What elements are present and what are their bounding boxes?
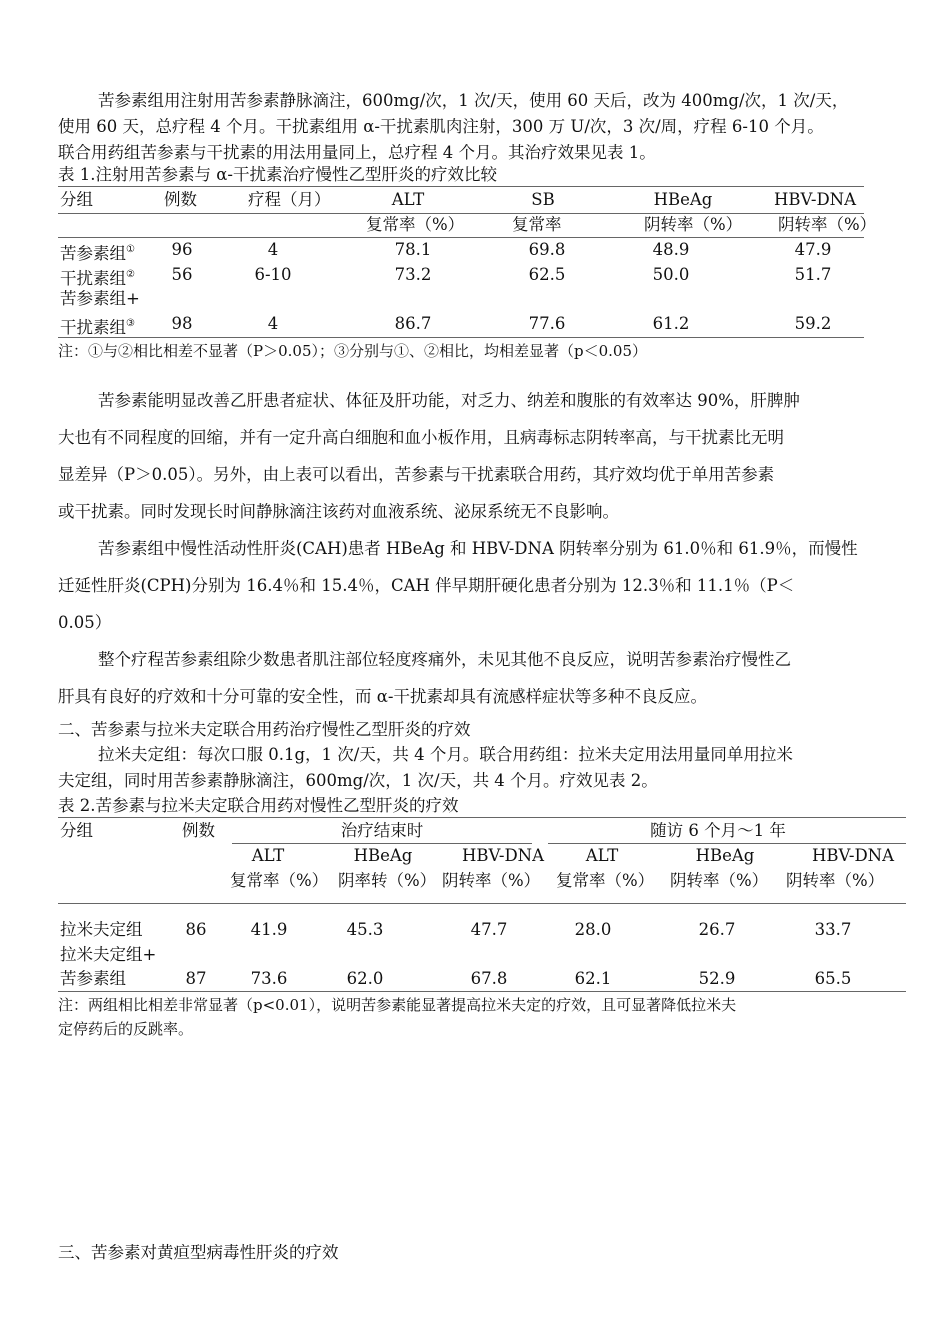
table1-header-course: 疗程（月） xyxy=(248,190,331,209)
table2-row1-f-hbeag: 26.7 xyxy=(698,920,736,939)
footnote-mark: ② xyxy=(126,269,135,280)
table2-group-rule-right xyxy=(548,843,906,844)
group-label: 干扰素组 xyxy=(60,318,126,337)
table1-body-rule xyxy=(58,237,864,238)
text-line: 苦参素组中慢性活动性肝炎(CAH)患者 HBeAg 和 HBV-DNA 阴转率分别为 61.0％和 61.9％，而慢性 xyxy=(98,539,858,558)
table1-row2-course: 6-10 xyxy=(254,265,292,284)
table2-group-rule-left xyxy=(232,843,532,844)
table2-row1-group: 拉米夫定组 xyxy=(60,920,143,939)
table2-header-end-of-treatment: 治疗结束时 xyxy=(340,821,424,840)
table2-row2-group: 苦参素组 xyxy=(60,969,126,988)
table2-row2-f-hbeag: 52.9 xyxy=(698,969,736,988)
group-label: 干扰素组 xyxy=(60,269,126,288)
paragraph-efficacy xyxy=(58,382,908,530)
intro-paragraph xyxy=(58,88,908,166)
table2-header-follow-up: 随访 6 个月～1 年 xyxy=(650,821,786,840)
text-line: 或干扰素。同时发现长时间静脉滴注该药对血液系统、泌尿系统无不良影响。 xyxy=(58,502,619,521)
table2-header-alt-sub: 复常率（%） xyxy=(230,871,329,890)
table2-row1-hbeag: 45.3 xyxy=(346,920,384,939)
table1-top-rule xyxy=(58,186,864,187)
table1-row1-cases: 96 xyxy=(171,240,193,259)
text-line: 整个疗程苦参素组除少数患者肌注部位轻度疼痛外，未见其他不良反应，说明苦参素治疗慢性乙 xyxy=(98,650,791,669)
group-label: 苦参素组 xyxy=(60,244,126,263)
table2-header-f-hbeag-sub: 阴转率（%） xyxy=(670,871,769,890)
table1 xyxy=(58,186,877,338)
table2-row1-hbv: 47.7 xyxy=(470,920,508,939)
table1-row1-group xyxy=(60,239,135,265)
text-line: 夫定组，同时用苦参素静脉滴注，600mg/次，1 次/天，共 4 个月。疗效见表 2。 xyxy=(58,771,658,790)
table2-header-f-hbv: HBV-DNA xyxy=(811,846,895,865)
text-line: 显差异（P＞0.05）。另外，由上表可以看出，苦参素与干扰素联合用药，其疗效均优于单用苦参素 xyxy=(58,465,775,484)
table1-header-group: 分组 xyxy=(60,190,93,209)
text-line: 使用 60 天，总疗程 4 个月。干扰素组用 α-干扰素肌肉注射，300 万 U/次，3 次/周，疗程 6-10 个月。 xyxy=(58,117,824,136)
table2-header-alt: ALT xyxy=(251,846,285,865)
table1-header-sb-sub: 复常率 xyxy=(512,215,562,234)
table2-top-rule xyxy=(58,817,906,818)
table2-row2-group-line1: 拉米夫定组+ xyxy=(60,945,157,964)
text-line: 定停药后的反跳率。 xyxy=(58,1020,194,1038)
footnote-mark: ③ xyxy=(126,318,135,329)
table2-header-hbv-sub: 阴转率（%） xyxy=(442,871,541,890)
text-line: 拉米夫定组：每次口服 0.1g，1 次/天，共 4 个月。联合用药组：拉米夫定用法用量同单用拉米 xyxy=(98,745,793,764)
table1-caption: 表 1.注射用苦参素与 α-干扰素治疗慢性乙型肝炎的疗效比较 xyxy=(58,165,497,184)
table1-row1-hbeag: 48.9 xyxy=(652,240,690,259)
table1-header-hbeag-sub: 阴转率（%） xyxy=(644,215,743,234)
section2-paragraph xyxy=(58,742,908,794)
table1-row3-alt: 86.7 xyxy=(394,314,432,333)
table2-row1-f-hbv: 33.7 xyxy=(814,920,852,939)
text-line: 大也有不同程度的回缩，并有一定升高白细胞和血小板作用，且病毒标志阴转率高，与干扰素比无明 xyxy=(58,428,784,447)
table2-row2-cases: 87 xyxy=(185,969,207,988)
table2-header-cases: 例数 xyxy=(182,821,215,840)
text-line: 迁延性肝炎(CPH)分别为 16.4％和 15.4％，CAH 伴早期肝硬化患者分别为 12.3％和 11.1％（P＜ xyxy=(58,576,795,595)
table2-header-f-hbv-sub: 阴转率（%） xyxy=(786,871,885,890)
table2-caption: 表 2.苦参素与拉米夫定联合用药对慢性乙型肝炎的疗效 xyxy=(58,796,459,815)
table2-row2-hbeag: 62.0 xyxy=(346,969,384,988)
paragraph-cah-cph xyxy=(58,530,908,641)
table2-row1-alt: 41.9 xyxy=(250,920,288,939)
table2-row2-alt: 73.6 xyxy=(250,969,288,988)
table1-row2-sb: 62.5 xyxy=(528,265,566,284)
table2-note xyxy=(58,993,908,1041)
table1-row1-alt: 78.1 xyxy=(394,240,432,259)
table2-header-hbeag-sub: 阴率转（%） xyxy=(338,871,437,890)
table1-row2-group xyxy=(60,264,135,290)
table2-row1-f-alt: 28.0 xyxy=(574,920,612,939)
table1-row3-sb: 77.6 xyxy=(528,314,566,333)
table1-row1-course: 4 xyxy=(267,240,279,259)
table2-row2-f-hbv: 65.5 xyxy=(814,969,852,988)
table1-row2-alt: 73.2 xyxy=(394,265,432,284)
section2-heading: 二、苦参素与拉米夫定联合用药治疗慢性乙型肝炎的疗效 xyxy=(58,720,471,739)
table1-header-cases: 例数 xyxy=(164,190,197,209)
table1-header-hbv: HBV-DNA xyxy=(773,190,857,209)
text-line: 注：两组相比相差非常显著（p<0.01），说明苦参素能显著提高拉米夫定的疗效，且可显著降低拉米夫 xyxy=(58,996,737,1014)
table2-row2-hbv: 67.8 xyxy=(470,969,508,988)
table1-header-hbeag: HBeAg xyxy=(653,190,713,209)
text-line: 联合用药组苦参素与干扰素的用法用量同上，总疗程 4 个月。其治疗效果见表 1。 xyxy=(58,143,656,162)
table1-row3-group xyxy=(60,313,135,339)
table1-bottom-rule xyxy=(58,337,864,338)
text-line: 肝具有良好的疗效和十分可靠的安全性，而 α-干扰素却具有流感样症状等多种不良反应。 xyxy=(58,687,707,706)
table1-row2-cases: 56 xyxy=(171,265,193,284)
table1-row2-hbeag: 50.0 xyxy=(652,265,690,284)
table1-row3-hbeag: 61.2 xyxy=(652,314,690,333)
text-line: 苦参素组用注射用苦参素静脉滴注，600mg/次，1 次/天，使用 60 天后，改为 400mg/次，1 次/天， xyxy=(98,91,849,110)
table1-row3-course: 4 xyxy=(267,314,279,333)
table2-header-hbeag: HBeAg xyxy=(353,846,413,865)
table2-row1-cases: 86 xyxy=(185,920,207,939)
table1-header-alt-sub: 复常率（%） xyxy=(366,215,465,234)
text-line: 0.05） xyxy=(58,613,112,632)
table1-row3-group-line1: 苦参素组+ xyxy=(60,289,140,308)
table1-row1-hbv: 47.9 xyxy=(794,240,832,259)
table2-row2-f-alt: 62.1 xyxy=(574,969,612,988)
table1-row3-hbv: 59.2 xyxy=(794,314,832,333)
paragraph-safety xyxy=(58,641,908,715)
table2-header-hbv: HBV-DNA xyxy=(461,846,545,865)
table1-row1-sb: 69.8 xyxy=(528,240,566,259)
table2 xyxy=(58,817,906,992)
table2-body-rule xyxy=(58,903,906,904)
table1-header-sb: SB xyxy=(531,190,555,209)
table2-header-f-alt-sub: 复常率（%） xyxy=(556,871,655,890)
table1-note: 注：①与②相比相差不显著（P＞0.05）；③分别与①、②相比，均相差显著（p＜0.05） xyxy=(58,342,647,360)
table2-header-f-hbeag: HBeAg xyxy=(695,846,755,865)
text-line: 苦参素能明显改善乙肝患者症状、体征及肝功能，对乏力、纳差和腹胀的有效率达 90%，肝脾肿 xyxy=(98,391,800,410)
table1-row3-cases: 98 xyxy=(171,314,193,333)
table2-header-f-alt: ALT xyxy=(585,846,619,865)
table2-header-group: 分组 xyxy=(60,821,93,840)
table1-header-alt: ALT xyxy=(391,190,425,209)
table1-header-hbv-sub: 阴转率（%） xyxy=(778,215,877,234)
table1-row2-hbv: 51.7 xyxy=(794,265,832,284)
table2-bottom-rule xyxy=(58,991,906,992)
footnote-mark: ① xyxy=(126,244,135,255)
section3-heading: 三、苦参素对黄疸型病毒性肝炎的疗效 xyxy=(58,1243,339,1262)
